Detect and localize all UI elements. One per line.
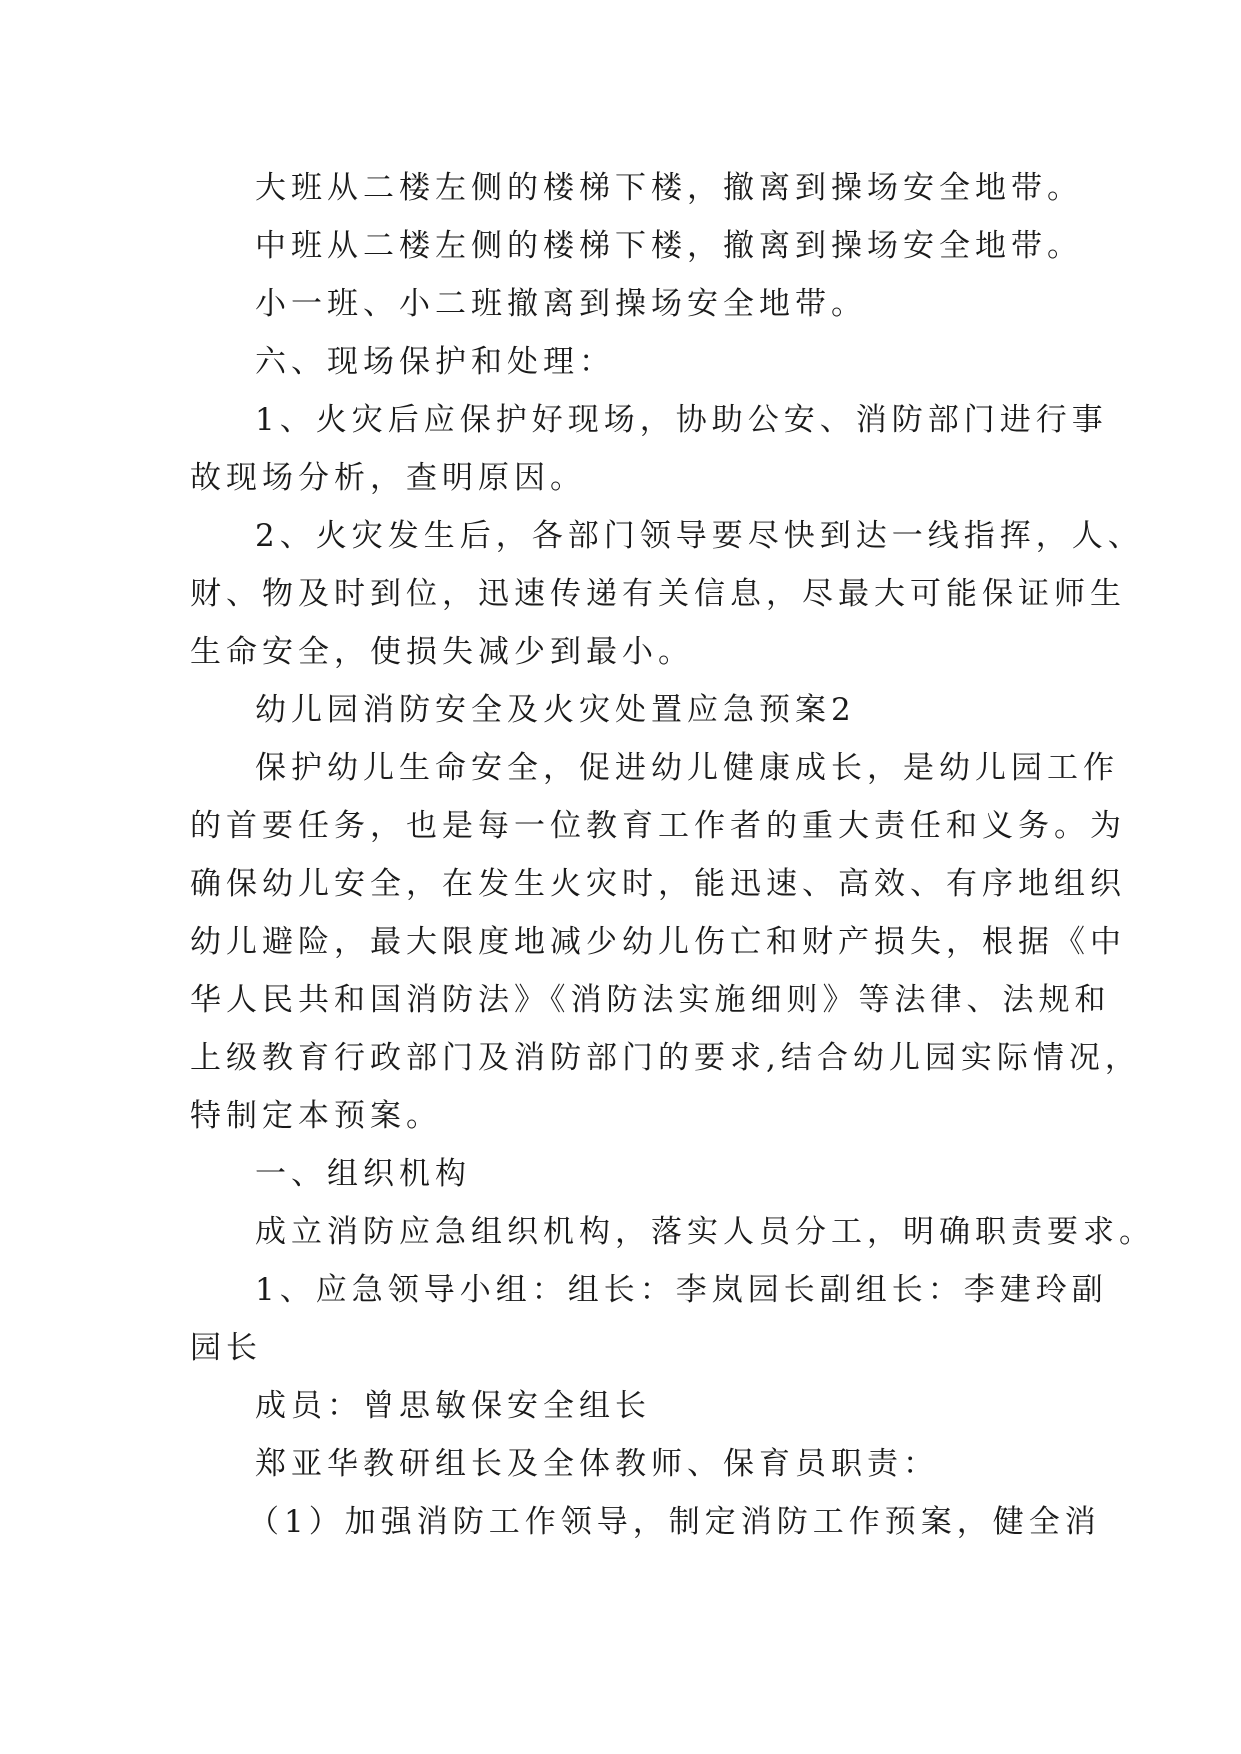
paragraph-line: 确保幼儿安全，在发生火灾时，能迅速、高效、有序地组织 xyxy=(190,866,1126,902)
paragraph-line: 中班从二楼左侧的楼梯下楼，撤离到操场安全地带。 xyxy=(255,228,1083,264)
paragraph-line: 1、应急领导小组：组长：李岚园长副组长：李建玲副 xyxy=(255,1272,1108,1308)
paragraph-line: 的首要任务，也是每一位教育工作者的重大责任和义务。为 xyxy=(190,808,1126,844)
section-heading: 一、组织机构 xyxy=(255,1156,471,1192)
paragraph-line: 小一班、小二班撤离到操场安全地带。 xyxy=(255,286,867,322)
document-subtitle: 幼儿园消防安全及火灾处置应急预案2 xyxy=(255,692,856,728)
paragraph-line: 上级教育行政部门及消防部门的要求,结合幼儿园实际情况， xyxy=(190,1040,1141,1076)
paragraph-line: （1）加强消防工作领导，制定消防工作预案，健全消 xyxy=(248,1504,1101,1540)
paragraph-line: 特制定本预案。 xyxy=(190,1098,442,1134)
paragraph-line: 1、火灾后应保护好现场，协助公安、消防部门进行事 xyxy=(255,402,1108,438)
paragraph-line: 生命安全，使损失减少到最小。 xyxy=(190,634,694,670)
paragraph-line: 幼儿避险，最大限度地减少幼儿伤亡和财产损失，根据《中 xyxy=(190,924,1126,960)
paragraph-line: 大班从二楼左侧的楼梯下楼，撤离到操场安全地带。 xyxy=(255,170,1083,206)
paragraph-line: 2、火灾发生后，各部门领导要尽快到达一线指挥，人、 xyxy=(255,518,1144,554)
paragraph-line: 保护幼儿生命安全，促进幼儿健康成长，是幼儿园工作 xyxy=(255,750,1119,786)
paragraph-line: 成员：曾思敏保安全组长 xyxy=(255,1388,651,1424)
paragraph-line: 园长 xyxy=(190,1330,262,1366)
paragraph-line: 郑亚华教研组长及全体教师、保育员职责： xyxy=(255,1446,939,1482)
paragraph-line: 成立消防应急组织机构，落实人员分工，明确职责要求。 xyxy=(255,1214,1155,1250)
paragraph-line: 财、物及时到位，迅速传递有关信息，尽最大可能保证师生 xyxy=(190,576,1126,612)
section-heading: 六、现场保护和处理： xyxy=(255,344,615,380)
paragraph-line: 故现场分析，查明原因。 xyxy=(190,460,586,496)
paragraph-line: 华人民共和国消防法》《消防法实施细则》等法律、法规和 xyxy=(190,982,1111,1018)
